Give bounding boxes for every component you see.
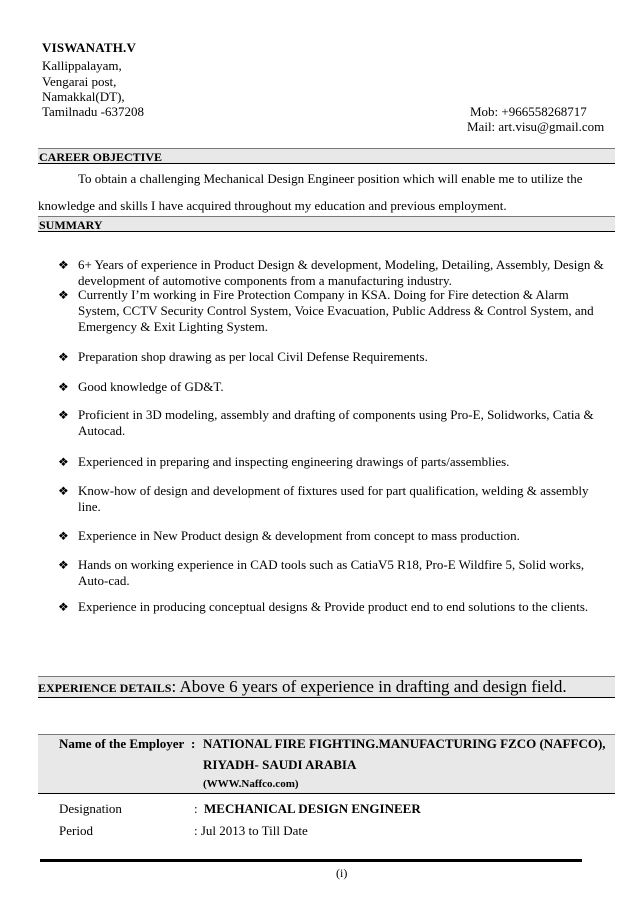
list-item: [58, 407, 610, 439]
objective-line-1: To obtain a challenging Mechanical Design Engineer position which will enable me to utilize the: [78, 171, 583, 186]
summary-item-text: Experience in New Product design & development from concept to mass production.: [78, 528, 520, 543]
designation-value: MECHANICAL DESIGN ENGINEER: [204, 801, 421, 816]
experience-details-bar: [38, 676, 615, 698]
list-item: [58, 257, 610, 289]
diamond-bullet-icon: ❖: [58, 288, 69, 302]
mobile-number: Mob: +966558268717: [470, 104, 587, 119]
period-label: Period: [59, 823, 93, 838]
address-line-3: Namakkal(DT),: [42, 89, 125, 104]
experience-details-value: : Above 6 years of experience in drafting and design field.: [171, 677, 567, 696]
address-line-2: Vengarai post,: [42, 74, 117, 89]
address-line-4: Tamilnadu -637208: [42, 104, 144, 119]
employer-separator: :: [191, 736, 196, 751]
career-objective-heading: CAREER OBJECTIVE: [38, 148, 615, 164]
diamond-bullet-icon: ❖: [58, 455, 69, 469]
address-line-1: Kallippalayam,: [42, 58, 122, 73]
diamond-bullet-icon: ❖: [58, 558, 69, 572]
designation-separator: :: [194, 801, 198, 816]
footer-divider: [40, 859, 582, 862]
diamond-bullet-icon: ❖: [58, 600, 69, 614]
summary-item-text: Hands on working experience in CAD tools such as CatiaV5 R18, Pro-E Wildfire 5, Solid works, Auto-cad.: [78, 557, 585, 588]
period-value: : Jul 2013 to Till Date: [194, 823, 308, 838]
employer-label: Name of the Employer: [59, 736, 185, 751]
summary-item-text: 6+ Years of experience in Product Design & development, Modeling, Detailing, Assembly, Design & development of automotive components from a manufacturing industry.: [78, 257, 604, 288]
diamond-bullet-icon: ❖: [58, 350, 69, 364]
diamond-bullet-icon: ❖: [58, 380, 69, 394]
list-item: [58, 599, 610, 615]
employer-location: RIYADH- SAUDI ARABIA: [203, 757, 357, 772]
email-address: Mail: art.visu@gmail.com: [467, 119, 605, 134]
page-number: (i): [336, 866, 348, 880]
diamond-bullet-icon: ❖: [58, 484, 69, 498]
experience-details-label: EXPERIENCE DETAILS: [38, 681, 172, 695]
designation-label: Designation: [59, 801, 122, 816]
list-item: [58, 557, 610, 589]
summary-item-text: Know-how of design and development of fixtures used for part qualification, welding & assembly line.: [78, 483, 589, 514]
summary-item-text: Good knowledge of GD&T.: [78, 379, 224, 394]
employer-website: (WWW.Naffco.com): [203, 778, 299, 790]
list-item: [58, 349, 610, 365]
summary-item-text: Experience in producing conceptual designs & Provide product end to end solutions to the clients.: [78, 599, 589, 614]
list-item: [58, 379, 610, 395]
summary-item-text: Proficient in 3D modeling, assembly and drafting of components using Pro-E, Solidworks, Catia & Autocad.: [78, 407, 594, 438]
candidate-name: VISWANATH.V: [42, 40, 137, 55]
summary-item-text: Preparation shop drawing as per local Civil Defense Requirements.: [78, 349, 428, 364]
diamond-bullet-icon: ❖: [58, 408, 69, 422]
list-item: [58, 528, 610, 544]
summary-item-text: Experienced in preparing and inspecting engineering drawings of parts/assemblies.: [78, 454, 510, 469]
list-item: [58, 483, 610, 515]
summary-heading: SUMMARY: [38, 216, 615, 232]
list-item: [58, 287, 610, 335]
career-objective-text: [38, 165, 615, 219]
objective-line-2: knowledge and skills I have acquired throughout my education and previous employment.: [38, 198, 507, 213]
employer-name: NATIONAL FIRE FIGHTING.MANUFACTURING FZCO (NAFFCO),: [203, 736, 606, 751]
diamond-bullet-icon: ❖: [58, 529, 69, 543]
list-item: [58, 454, 610, 470]
summary-item-text: Currently I’m working in Fire Protection Company in KSA. Doing for Fire detection & Alarm System, CCTV Security Control System, Voice Evacuation, Public Address & Control System, and Emergency & Exit Lighting System.: [78, 287, 594, 334]
diamond-bullet-icon: ❖: [58, 258, 69, 272]
